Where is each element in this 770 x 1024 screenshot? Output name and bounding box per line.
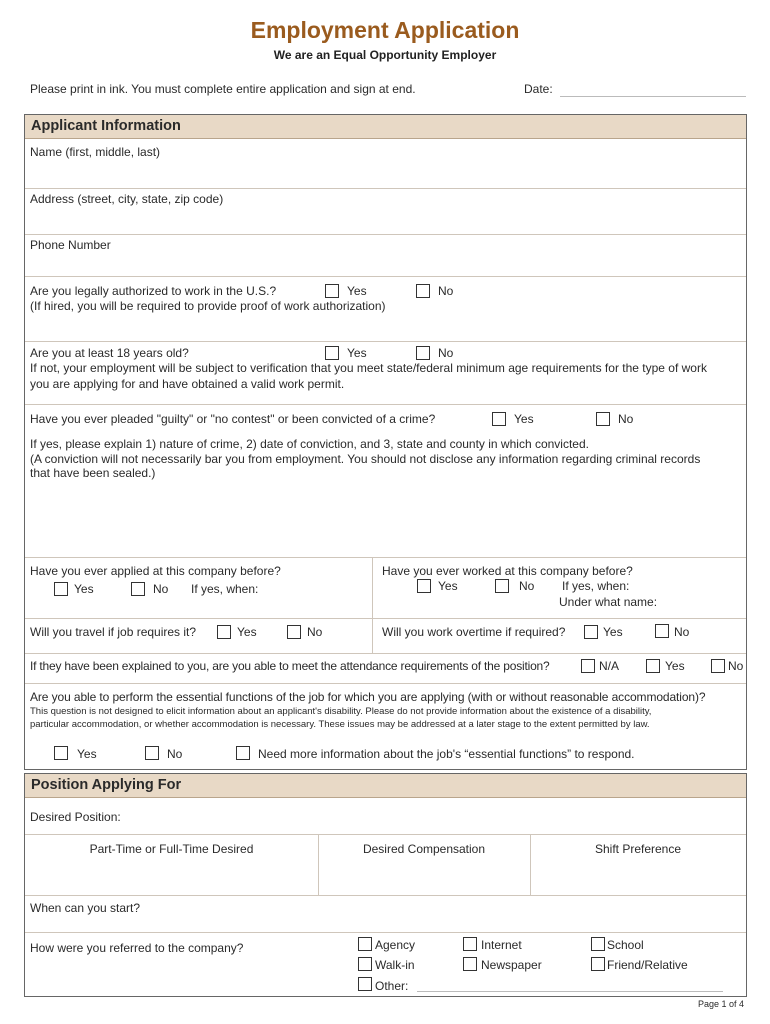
phone-field[interactable] (25, 251, 746, 275)
yes-label: Yes (237, 625, 257, 639)
referral-walkin-checkbox[interactable] (358, 957, 372, 971)
section-heading: Applicant Information (31, 118, 181, 134)
page-number: Page 1 of 4 (697, 999, 744, 1009)
applicant-information-header (25, 115, 746, 139)
shift-preference-label: Shift Preference (594, 842, 682, 856)
overtime-no-checkbox[interactable] (655, 624, 669, 638)
attendance-na-checkbox[interactable] (581, 659, 595, 673)
position-applying-section (24, 773, 747, 997)
travel-yes-checkbox[interactable] (217, 625, 231, 639)
instructions-text: Please print in ink. You must complete entire application and sign at end. (30, 82, 416, 96)
age-yes-checkbox[interactable] (325, 346, 339, 360)
page-subtitle: We are an Equal Opportunity Employer (273, 48, 497, 62)
referral-question: How were you referred to the company? (30, 941, 244, 955)
applicant-information-section (24, 114, 747, 770)
desired-compensation-label: Desired Compensation (362, 842, 486, 856)
no-label: No (307, 625, 323, 639)
age-note-line-1: If not, your employment will be subject to verification that you meet state/federal minimum age requirements for the type of work (30, 361, 707, 375)
worked-before-when-label: If yes, when: (562, 579, 630, 593)
essential-need-info-checkbox[interactable] (236, 746, 250, 760)
work-authorization-yes-checkbox[interactable] (325, 284, 339, 298)
attendance-question: If they have been explained to you, are you able to meet the attendance requirements of the position? (30, 659, 550, 673)
no-label: No (618, 412, 634, 426)
attendance-no-checkbox[interactable] (711, 659, 725, 673)
yes-label: Yes (603, 625, 623, 639)
conviction-question: Have you ever pleaded "guilty" or "no contest" or been convicted of a crime? (30, 412, 436, 426)
conviction-explain-text: If yes, please explain 1) nature of crime, 2) date of conviction, and 3, state and county in which convicted. (30, 437, 589, 451)
applied-before-question: Have you ever applied at this company before? (30, 564, 281, 578)
desired-position-field[interactable] (135, 802, 745, 830)
applied-before-no-checkbox[interactable] (131, 582, 145, 596)
worked-before-yes-checkbox[interactable] (417, 579, 431, 593)
address-label: Address (street, city, state, zip code) (30, 192, 224, 206)
referral-internet-checkbox[interactable] (463, 937, 477, 951)
applied-before-yes-checkbox[interactable] (54, 582, 68, 596)
conviction-explanation-field[interactable] (25, 481, 746, 555)
yes-label: Yes (438, 579, 458, 593)
worked-before-question: Have you ever worked at this company before? (382, 564, 633, 578)
no-label: No (728, 659, 744, 673)
no-label: No (438, 346, 454, 360)
conviction-no-checkbox[interactable] (596, 412, 610, 426)
age-question: Are you at least 18 years old? (30, 346, 189, 360)
date-field[interactable] (560, 96, 746, 97)
referral-newspaper-label: Newspaper (481, 958, 542, 972)
essential-yes-checkbox[interactable] (54, 746, 68, 760)
applied-before-when-label: If yes, when: (191, 582, 259, 596)
essential-note-line-2: particular accommodation, or whether accommodation is necessary. These issues may be addressed at a later stage to the extent permitted by law. (30, 719, 650, 730)
age-note-line-2: you are applying for and have obtained a valid work permit. (30, 377, 345, 391)
page-title: Employment Application (250, 17, 520, 43)
section-heading: Position Applying For (31, 777, 182, 793)
age-no-checkbox[interactable] (416, 346, 430, 360)
no-label: No (438, 284, 454, 298)
essential-no-checkbox[interactable] (145, 746, 159, 760)
essential-functions-question: Are you able to perform the essential functions of the job for which you are applying (with or without reasonable accommodation)? (30, 690, 706, 704)
parttime-fulltime-label: Part-Time or Full-Time Desired (89, 842, 254, 856)
name-label: Name (first, middle, last) (30, 145, 161, 159)
no-label: No (167, 747, 183, 761)
yes-label: Yes (665, 659, 685, 673)
yes-label: Yes (514, 412, 534, 426)
date-label: Date: (524, 82, 553, 96)
travel-question: Will you travel if job requires it? (30, 625, 197, 639)
work-authorization-no-checkbox[interactable] (416, 284, 430, 298)
referral-friend-checkbox[interactable] (591, 957, 605, 971)
referral-internet-label: Internet (481, 938, 522, 952)
referral-other-label: Other: (375, 979, 409, 993)
referral-school-label: School (607, 938, 644, 952)
under-what-name-label: Under what name: (559, 595, 658, 609)
conviction-note-line-2: that have been sealed.) (30, 466, 156, 480)
referral-agency-checkbox[interactable] (358, 937, 372, 951)
conviction-note-line-1: (A conviction will not necessarily bar you from employment. You should not disclose any information regarding criminal records (30, 452, 701, 466)
no-label: No (519, 579, 535, 593)
na-label: N/A (599, 659, 620, 673)
referral-newspaper-checkbox[interactable] (463, 957, 477, 971)
referral-friend-label: Friend/Relative (607, 958, 688, 972)
work-authorization-note: (If hired, you will be required to provide proof of work authorization) (30, 299, 386, 313)
yes-label: Yes (347, 346, 367, 360)
conviction-yes-checkbox[interactable] (492, 412, 506, 426)
referral-other-field[interactable] (417, 991, 723, 992)
referral-agency-label: Agency (375, 938, 416, 952)
referral-school-checkbox[interactable] (591, 937, 605, 951)
start-date-field[interactable] (155, 896, 745, 930)
overtime-question: Will you work overtime if required? (382, 625, 566, 639)
phone-label: Phone Number (30, 238, 111, 252)
address-field[interactable] (25, 205, 746, 233)
need-more-info-label: Need more information about the job's “essential functions” to respond. (258, 747, 635, 761)
no-label: No (674, 625, 690, 639)
referral-other-checkbox[interactable] (358, 977, 372, 991)
travel-no-checkbox[interactable] (287, 625, 301, 639)
no-label: No (153, 582, 169, 596)
start-date-question: When can you start? (30, 901, 141, 915)
yes-label: Yes (347, 284, 367, 298)
yes-label: Yes (74, 582, 94, 596)
desired-position-label: Desired Position: (30, 810, 121, 824)
worked-before-no-checkbox[interactable] (495, 579, 509, 593)
name-field[interactable] (25, 157, 746, 187)
referral-walkin-label: Walk-in (375, 958, 415, 972)
attendance-yes-checkbox[interactable] (646, 659, 660, 673)
position-applying-header (25, 774, 746, 798)
work-authorization-question: Are you legally authorized to work in the U.S.? (30, 284, 277, 298)
essential-note-line-1: This question is not designed to elicit information about an applicant's disability. Please do not provide information about the existence of a disability, (30, 706, 652, 717)
overtime-yes-checkbox[interactable] (584, 625, 598, 639)
yes-label: Yes (77, 747, 97, 761)
